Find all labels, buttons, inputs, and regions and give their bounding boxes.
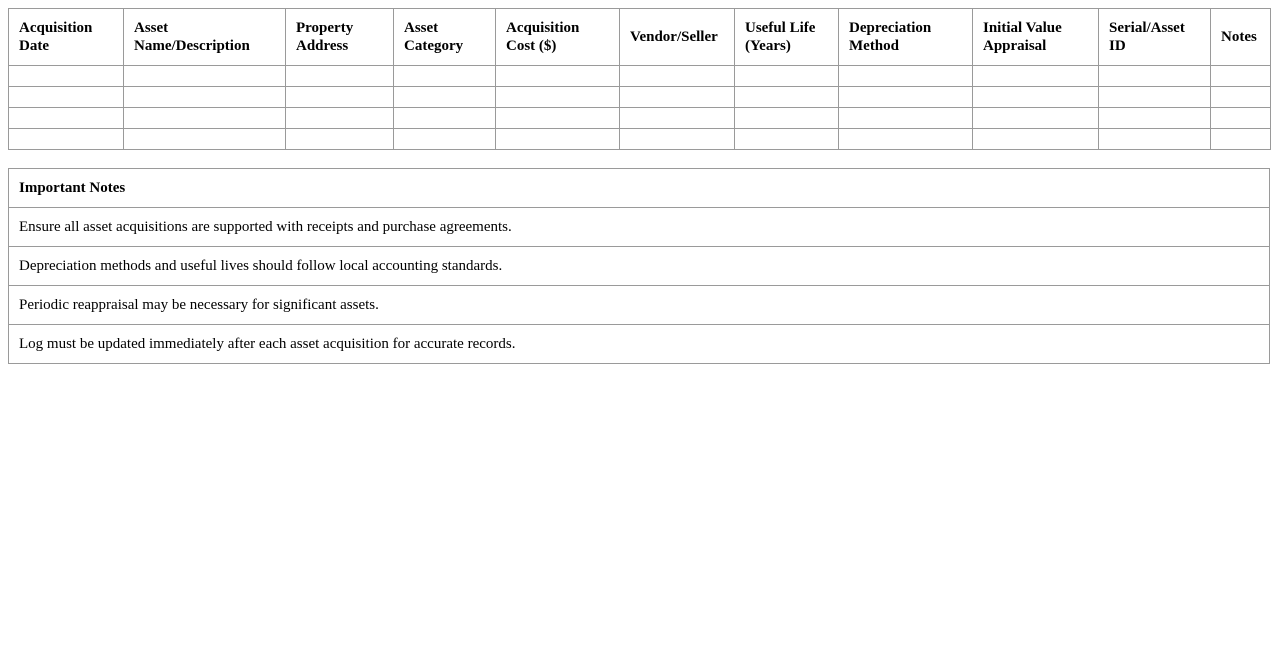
table-cell[interactable]	[124, 108, 286, 129]
note-row	[9, 208, 1270, 247]
table-cell[interactable]	[973, 129, 1099, 150]
table-cell[interactable]	[496, 87, 620, 108]
column-header-asset-name: Asset Name/Description	[124, 9, 286, 66]
column-header-vendor-seller: Vendor/Seller	[620, 9, 735, 66]
column-header-depreciation-method: Depreciation Method	[839, 9, 973, 66]
table-cell[interactable]	[839, 66, 973, 87]
table-cell[interactable]	[735, 87, 839, 108]
table-cell[interactable]	[496, 66, 620, 87]
important-notes-table	[8, 168, 1270, 364]
column-header-useful-life: Useful Life (Years)	[735, 9, 839, 66]
table-cell[interactable]	[286, 66, 394, 87]
notes-title: Important Notes	[9, 169, 1270, 208]
table-cell[interactable]	[973, 66, 1099, 87]
table-cell[interactable]	[124, 129, 286, 150]
page-content	[8, 8, 1270, 364]
table-cell[interactable]	[1211, 108, 1271, 129]
table-cell[interactable]	[394, 87, 496, 108]
column-header-acquisition-cost: Acquisition Cost ($)	[496, 9, 620, 66]
table-row	[9, 87, 1271, 108]
table-cell[interactable]	[839, 87, 973, 108]
note-row	[9, 325, 1270, 364]
header-row	[9, 9, 1271, 66]
column-header-property-address: Property Address	[286, 9, 394, 66]
table-cell[interactable]	[620, 66, 735, 87]
table-cell[interactable]	[839, 129, 973, 150]
table-cell[interactable]	[9, 108, 124, 129]
column-header-serial-asset-id: Serial/Asset ID	[1099, 9, 1211, 66]
table-cell[interactable]	[9, 129, 124, 150]
note-item: Depreciation methods and useful lives should follow local accounting standards.	[9, 247, 1270, 286]
table-cell[interactable]	[620, 129, 735, 150]
table-cell[interactable]	[394, 129, 496, 150]
table-cell[interactable]	[496, 108, 620, 129]
asset-acquisition-log-table	[8, 8, 1271, 150]
table-cell[interactable]	[1099, 108, 1211, 129]
table-row	[9, 66, 1271, 87]
table-cell[interactable]	[1099, 129, 1211, 150]
table-cell[interactable]	[839, 108, 973, 129]
column-header-asset-category: Asset Category	[394, 9, 496, 66]
table-cell[interactable]	[1211, 66, 1271, 87]
table-cell[interactable]	[286, 108, 394, 129]
note-row	[9, 286, 1270, 325]
table-cell[interactable]	[394, 108, 496, 129]
column-header-acquisition-date: Acquisition Date	[9, 9, 124, 66]
notes-title-row	[9, 169, 1270, 208]
table-cell[interactable]	[9, 66, 124, 87]
column-header-notes: Notes	[1211, 9, 1271, 66]
table-cell[interactable]	[1099, 66, 1211, 87]
table-cell[interactable]	[973, 108, 1099, 129]
table-cell[interactable]	[1211, 87, 1271, 108]
table-cell[interactable]	[286, 129, 394, 150]
note-item: Ensure all asset acquisitions are supported with receipts and purchase agreements.	[9, 208, 1270, 247]
table-cell[interactable]	[620, 87, 735, 108]
table-header	[9, 9, 1271, 66]
table-cell[interactable]	[124, 87, 286, 108]
table-cell[interactable]	[973, 87, 1099, 108]
table-cell[interactable]	[394, 66, 496, 87]
table-cell[interactable]	[496, 129, 620, 150]
table-row	[9, 129, 1271, 150]
table-cell[interactable]	[620, 108, 735, 129]
note-item: Periodic reappraisal may be necessary for significant assets.	[9, 286, 1270, 325]
table-cell[interactable]	[735, 66, 839, 87]
table-cell[interactable]	[286, 87, 394, 108]
table-cell[interactable]	[124, 66, 286, 87]
table-cell[interactable]	[735, 129, 839, 150]
table-cell[interactable]	[1211, 129, 1271, 150]
note-item: Log must be updated immediately after each asset acquisition for accurate records.	[9, 325, 1270, 364]
column-header-initial-value-appraisal: Initial Value Appraisal	[973, 9, 1099, 66]
table-row	[9, 108, 1271, 129]
table-cell[interactable]	[1099, 87, 1211, 108]
table-cell[interactable]	[9, 87, 124, 108]
table-cell[interactable]	[735, 108, 839, 129]
table-body	[9, 66, 1271, 150]
note-row	[9, 247, 1270, 286]
